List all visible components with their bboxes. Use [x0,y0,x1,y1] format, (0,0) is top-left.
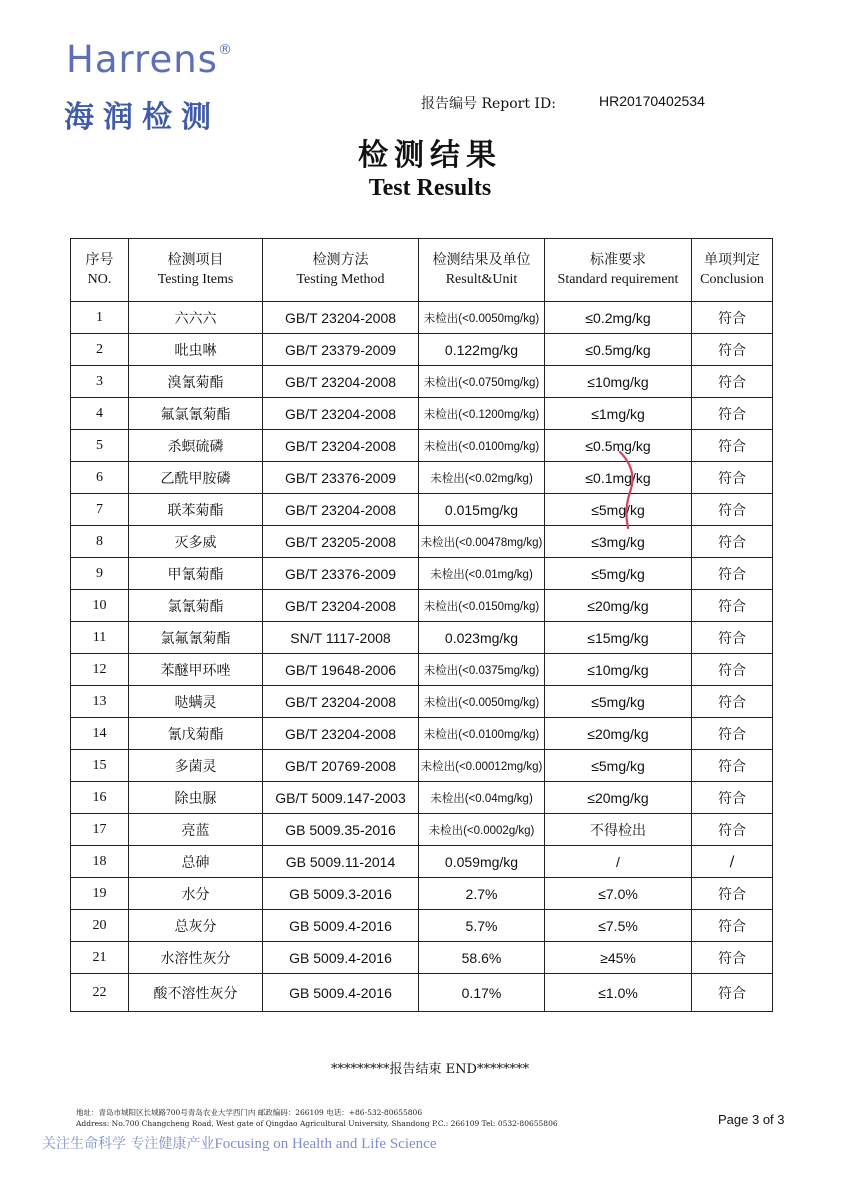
cell-conclusion: 符合 [692,494,773,526]
column-header-item [129,239,263,302]
results-table [70,238,773,1012]
cell-result: 未检出(<0.02mg/kg) [419,462,545,494]
cell-conclusion: 符合 [692,334,773,366]
cell-method: GB/T 23204-2008 [263,302,419,334]
table-row [71,622,773,654]
cell-std: ≤20mg/kg [545,590,692,622]
cell-method: GB/T 23204-2008 [263,686,419,718]
cell-conclusion: 符合 [692,430,773,462]
cell-method: GB 5009.4-2016 [263,974,419,1012]
cell-conclusion: 符合 [692,526,773,558]
cell-item: 除虫脲 [129,782,263,814]
column-header-en: NO. [87,272,112,287]
cell-no: 16 [71,782,129,814]
column-header-result [419,239,545,302]
cell-std: ≤10mg/kg [545,366,692,398]
cell-std: ≤1mg/kg [545,398,692,430]
cell-no: 19 [71,878,129,910]
cell-no: 13 [71,686,129,718]
table-row [71,462,773,494]
table-row [71,782,773,814]
cell-std: ≤5mg/kg [545,686,692,718]
cell-item: 甲氰菊酯 [129,558,263,590]
cell-no: 12 [71,654,129,686]
cell-result: 0.059mg/kg [419,846,545,878]
table-row [71,558,773,590]
table-row [71,942,773,974]
cell-no: 1 [71,302,129,334]
cell-conclusion: 符合 [692,686,773,718]
cell-std: ≤0.5mg/kg [545,430,692,462]
table-row [71,718,773,750]
logo-brand: Harrens® [66,38,233,81]
column-header-en: Conclusion [700,272,764,287]
cell-no: 7 [71,494,129,526]
table-row [71,974,773,1012]
cell-result: 未检出(<0.04mg/kg) [419,782,545,814]
cell-result: 5.7% [419,910,545,942]
table-row [71,814,773,846]
cell-result: 未检出(<0.0050mg/kg) [419,302,545,334]
cell-std: ≤0.5mg/kg [545,334,692,366]
column-header-cn: 检测方法 [312,252,369,268]
cell-result: 未检出(<0.0050mg/kg) [419,686,545,718]
cell-item: 多菌灵 [129,750,263,782]
cell-method: GB 5009.35-2016 [263,814,419,846]
cell-item: 氟氯氰菊酯 [129,398,263,430]
cell-no: 8 [71,526,129,558]
cell-no: 15 [71,750,129,782]
table-header-row [71,239,773,302]
cell-item: 苯醚甲环唑 [129,654,263,686]
cell-no: 22 [71,974,129,1012]
cell-method: GB/T 23204-2008 [263,494,419,526]
cell-result: 0.023mg/kg [419,622,545,654]
cell-no: 3 [71,366,129,398]
table-row [71,430,773,462]
cell-method: GB/T 20769-2008 [263,750,419,782]
page-number: Page 3 of 3 [718,1112,785,1127]
cell-item: 吡虫啉 [129,334,263,366]
column-header-cn: 检测项目 [167,252,224,268]
cell-method: GB/T 23379-2009 [263,334,419,366]
cell-item: 乙酰甲胺磷 [129,462,263,494]
cell-result: 0.122mg/kg [419,334,545,366]
address-en: Address: No.700 Changcheng Road, West gate of Qingdao Agricultural University, Shandong P.C.: 266109 Tel: 0532-80655806 [76,1119,558,1128]
cell-result: 未检出(<0.00478mg/kg) [419,526,545,558]
column-header-en: Result&Unit [445,272,518,287]
slogan-cn: 关注生命科学 专注健康产业 [42,1136,215,1152]
table-row [71,846,773,878]
report-id [421,93,705,113]
cell-std: ≤7.5% [545,910,692,942]
table-row [71,686,773,718]
cell-no: 9 [71,558,129,590]
cell-no: 6 [71,462,129,494]
cell-item: 总砷 [129,846,263,878]
cell-method: SN/T 1117-2008 [263,622,419,654]
column-header-en: Standard requirement [557,272,679,287]
table-row [71,878,773,910]
cell-item: 氯氟氰菊酯 [129,622,263,654]
column-header-cn: 单项判定 [704,252,760,268]
cell-item: 酸不溶性灰分 [129,974,263,1012]
cell-item: 哒螨灵 [129,686,263,718]
cell-result: 0.17% [419,974,545,1012]
results-table-body [71,302,773,1012]
cell-result: 未检出(<0.0750mg/kg) [419,366,545,398]
column-header-en: Testing Method [296,272,385,287]
cell-no: 18 [71,846,129,878]
column-header-cn: 标准要求 [590,252,646,268]
cell-conclusion: 符合 [692,398,773,430]
cell-method: GB 5009.4-2016 [263,910,419,942]
cell-item: 亮蓝 [129,814,263,846]
table-row [71,750,773,782]
cell-item: 水分 [129,878,263,910]
cell-no: 11 [71,622,129,654]
report-id-value: HR20170402534 [599,93,705,109]
table-row [71,526,773,558]
cell-std: ≤5mg/kg [545,558,692,590]
cell-conclusion: 符合 [692,718,773,750]
cell-method: GB/T 5009.147-2003 [263,782,419,814]
report-end-text: *********报告结束 END******** [331,1062,529,1077]
column-header-no [71,239,129,302]
cell-no: 20 [71,910,129,942]
cell-std: ≤7.0% [545,878,692,910]
cell-std: 不得检出 [545,814,692,846]
cell-result: 未检出(<0.1200mg/kg) [419,398,545,430]
cell-std: ≤1.0% [545,974,692,1012]
cell-item: 六六六 [129,302,263,334]
cell-conclusion: 符合 [692,942,773,974]
cell-method: GB 5009.11-2014 [263,846,419,878]
table-row [71,302,773,334]
cell-std: / [545,846,692,878]
cell-item: 灭多威 [129,526,263,558]
slogan [42,1133,436,1153]
table-row [71,654,773,686]
cell-result: 未检出(<0.00012mg/kg) [419,750,545,782]
cell-method: GB/T 19648-2006 [263,654,419,686]
page-title-cn: 检测结果 [358,138,502,173]
cell-std: ≤20mg/kg [545,782,692,814]
cell-conclusion: 符合 [692,654,773,686]
cell-item: 总灰分 [129,910,263,942]
cell-item: 溴氰菊酯 [129,366,263,398]
table-row [71,494,773,526]
slogan-en: Focusing on Health and Life Science [214,1136,437,1152]
cell-method: GB/T 23204-2008 [263,430,419,462]
cell-std: ≤20mg/kg [545,718,692,750]
cell-std: ≤0.2mg/kg [545,302,692,334]
cell-method: GB/T 23376-2009 [263,462,419,494]
cell-no: 14 [71,718,129,750]
cell-method: GB 5009.3-2016 [263,878,419,910]
cell-no: 21 [71,942,129,974]
cell-conclusion: 符合 [692,910,773,942]
logo-chinese: 海润检测 [64,100,220,135]
cell-item: 氰戊菊酯 [129,718,263,750]
table-row [71,910,773,942]
cell-conclusion: 符合 [692,974,773,1012]
cell-method: GB/T 23205-2008 [263,526,419,558]
cell-conclusion: 符合 [692,590,773,622]
cell-conclusion: 符合 [692,622,773,654]
cell-result: 未检出(<0.0150mg/kg) [419,590,545,622]
cell-conclusion: 符合 [692,782,773,814]
report-id-label: 报告编号 Report ID: [421,96,556,112]
cell-result: 0.015mg/kg [419,494,545,526]
cell-method: GB/T 23204-2008 [263,590,419,622]
cell-std: ≤3mg/kg [545,526,692,558]
table-row [71,334,773,366]
column-header-en: Testing Items [157,272,234,287]
cell-result: 未检出(<0.0375mg/kg) [419,654,545,686]
address-cn: 地址：青岛市城阳区长城路700号青岛农业大学西门内 邮政编码：266109 电话：+86-532-80655806 [76,1108,423,1117]
cell-conclusion: 符合 [692,558,773,590]
cell-result: 2.7% [419,878,545,910]
cell-std: ≤0.1mg/kg [545,462,692,494]
cell-result: 未检出(<0.0100mg/kg) [419,718,545,750]
cell-conclusion: / [692,846,773,878]
cell-method: GB/T 23204-2008 [263,366,419,398]
cell-std: ≥45% [545,942,692,974]
cell-result: 未检出(<0.0100mg/kg) [419,430,545,462]
cell-no: 2 [71,334,129,366]
cell-no: 5 [71,430,129,462]
table-row [71,398,773,430]
cell-item: 联苯菊酯 [129,494,263,526]
cell-item: 杀螟硫磷 [129,430,263,462]
cell-no: 17 [71,814,129,846]
cell-item: 氯氰菊酯 [129,590,263,622]
cell-conclusion: 符合 [692,814,773,846]
cell-result: 58.6% [419,942,545,974]
page-title-en: Test Results [368,175,492,201]
cell-conclusion: 符合 [692,302,773,334]
table-row [71,590,773,622]
cell-method: GB/T 23204-2008 [263,718,419,750]
column-header-conclusion [692,239,773,302]
cell-std: ≤10mg/kg [545,654,692,686]
cell-conclusion: 符合 [692,366,773,398]
cell-conclusion: 符合 [692,462,773,494]
cell-std: ≤5mg/kg [545,750,692,782]
cell-conclusion: 符合 [692,878,773,910]
cell-result: 未检出(<0.01mg/kg) [419,558,545,590]
cell-no: 4 [71,398,129,430]
column-header-std [545,239,692,302]
cell-result: 未检出(<0.0002g/kg) [419,814,545,846]
cell-method: GB/T 23204-2008 [263,398,419,430]
column-header-method [263,239,419,302]
table-row [71,366,773,398]
cell-item: 水溶性灰分 [129,942,263,974]
cell-conclusion: 符合 [692,750,773,782]
cell-no: 10 [71,590,129,622]
cell-method: GB 5009.4-2016 [263,942,419,974]
column-header-cn: 检测结果及单位 [432,252,531,268]
cell-method: GB/T 23376-2009 [263,558,419,590]
cell-std: ≤5mg/kg [545,494,692,526]
column-header-cn: 序号 [85,252,114,268]
cell-std: ≤15mg/kg [545,622,692,654]
